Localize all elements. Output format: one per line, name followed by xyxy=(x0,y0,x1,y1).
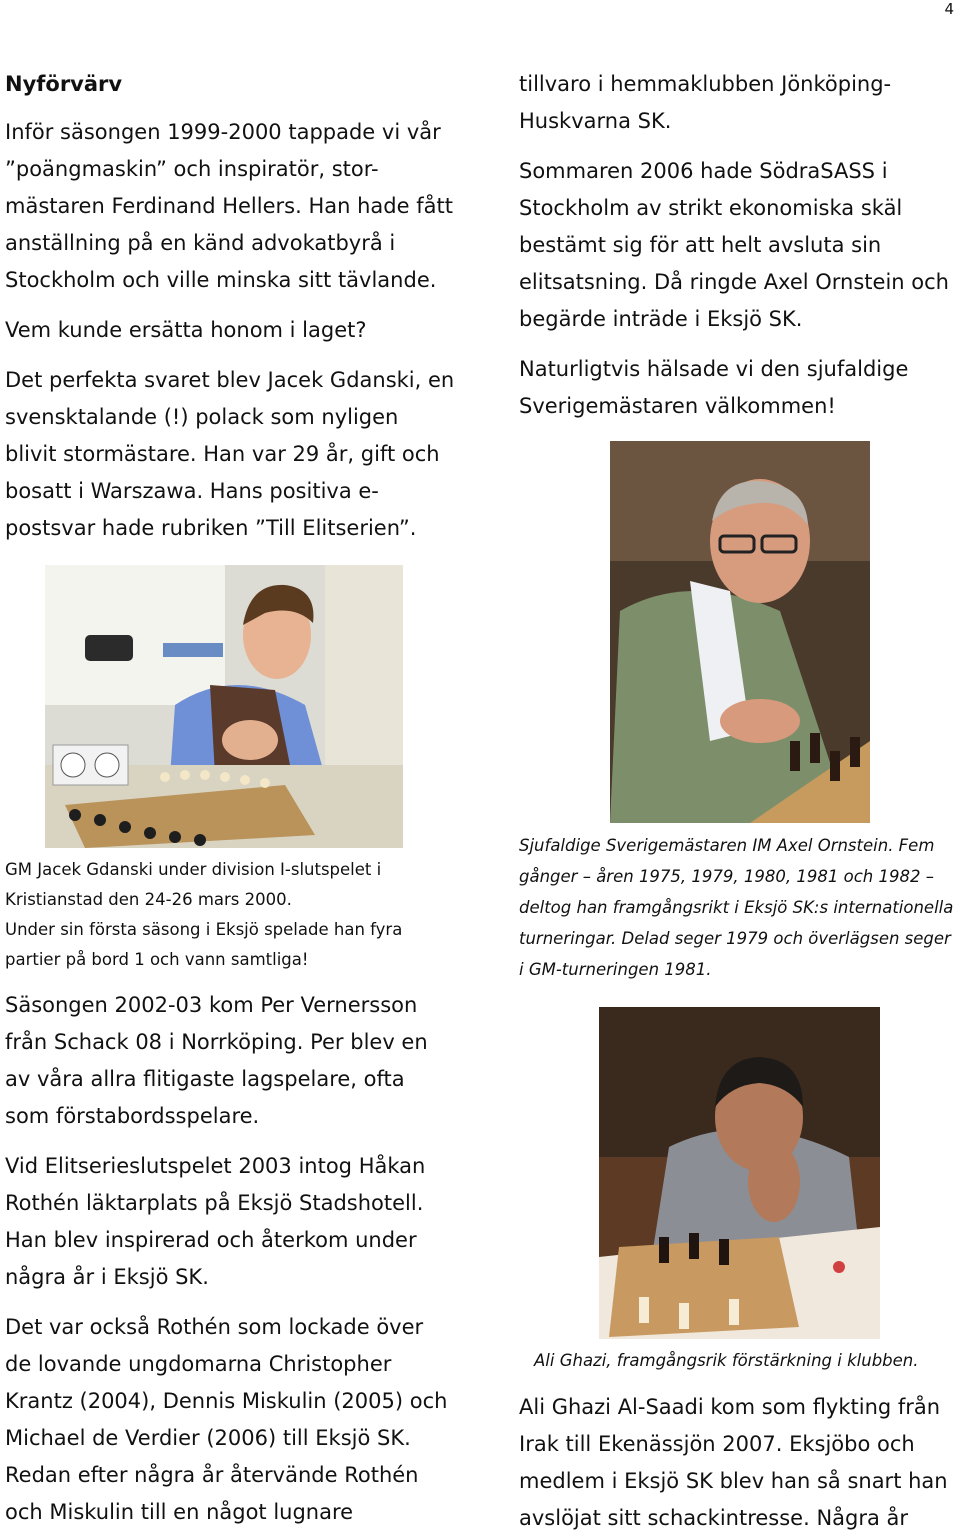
paragraph-gdanski: Det perfekta svaret blev Jacek Gdanski, en svensktalande (!) polack som nyligen blivit stormästare. Han var 29 år, gift och bosatt i Warszawa. Hans positiva e-postsvar hade rubriken ”Till Elitserien”. xyxy=(5,368,455,540)
photo-ghazi xyxy=(599,1007,880,1339)
caption-ghazi-block xyxy=(534,1345,954,1376)
right-column xyxy=(519,66,959,425)
paragraph-rothen: Vid Elitserieslutspelet 2003 intog Håkan Rothén läktarplats på Eksjö Stadshotell. Han blev inspirerad och återkom under några år i Eksjö SK. xyxy=(5,1154,426,1289)
caption-ornstein: Sjufaldige Sverigemästaren IM Axel Ornstein. Fem gånger – åren 1975, 1979, 1980, 1981 och 1982 – deltog han framgångsrikt i Eksjö SK:s internationella turneringar. Delad seger 1979 och överlägsen seger i GM-turneringen 1981. xyxy=(519,836,954,979)
right-column-lower xyxy=(519,1389,959,1537)
photo-gdanski xyxy=(45,565,403,848)
paragraph-welcome: Naturligtvis hälsade vi den sjufaldige Sverigemästaren välkommen! xyxy=(519,357,909,418)
left-column-lower xyxy=(5,987,455,1531)
paragraph-youth: Det var också Rothén som lockade över de lovande ungdomarna Christopher Krantz (2004), Dennis Miskulin (2005) och Michael de Verdier (2006) till Eksjö SK. Redan efter några år återvände Rothén och Miskulin till en något lugnare xyxy=(5,1315,448,1524)
left-column xyxy=(5,66,455,547)
paragraph-jonkoping: tillvaro i hemmaklubben Jönköping-Huskvarna SK. xyxy=(519,72,892,133)
paragraph-question: Vem kunde ersätta honom i laget? xyxy=(5,318,367,342)
caption-gdanski-result: Under sin första säsong i Eksjö spelade han fyra partier på bord 1 och vann samtliga! xyxy=(5,920,403,969)
caption-ghazi: Ali Ghazi, framgångsrik förstärkning i klubben. xyxy=(534,1351,919,1370)
paragraph-hellers: Inför säsongen 1999-2000 tappade vi vår ”poängmaskin” och inspiratör, stor-mästaren Ferdinand Hellers. Han hade fått anställning på en känd advokatbyrå i Stockholm och ville minska sitt tävlande. xyxy=(5,120,453,292)
paragraph-ghazi: Ali Ghazi Al-Saadi kom som flykting från Irak till Ekenässjön 2007. Eksjöbo och medlem i Eksjö SK blev han så snart han avslöjat sitt schackintresse. Några år xyxy=(519,1395,948,1530)
caption-ornstein-block xyxy=(519,830,959,985)
page-number: 4 xyxy=(944,0,954,18)
section-heading: Nyförvärv xyxy=(5,72,123,96)
caption-gdanski-block xyxy=(5,855,455,975)
paragraph-ornstein: Sommaren 2006 hade SödraSASS i Stockholm av strikt ekonomiska skäl bestämt sig för att helt avsluta sin elitsatsning. Då ringde Axel Ornstein och begärde inträde i Eksjö SK. xyxy=(519,159,949,331)
caption-gdanski: GM Jacek Gdanski under division I-slutspelet i Kristianstad den 24-26 mars 2000. xyxy=(5,860,382,909)
paragraph-vernersson: Säsongen 2002-03 kom Per Vernersson från Schack 08 i Norrköping. Per blev en av våra allra flitigaste lagspelare, ofta som förstabordsspelare. xyxy=(5,993,428,1128)
photo-ornstein xyxy=(610,441,870,823)
